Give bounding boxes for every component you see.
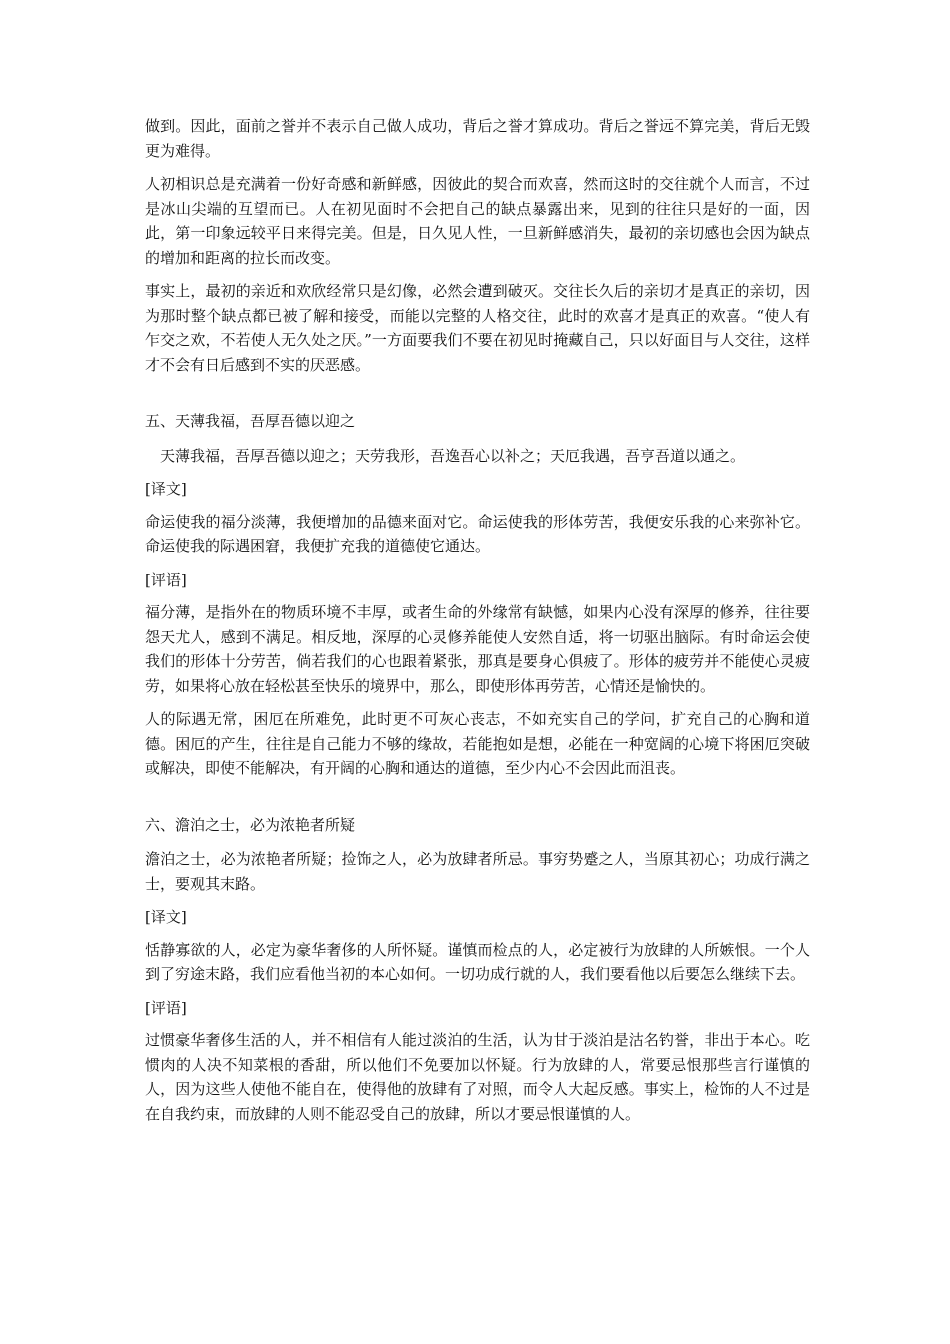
section-heading: 六、澹泊之士，必为浓艳者所疑 <box>145 815 356 834</box>
comment-text: 福分薄，是指外在的物质环境不丰厚，或者生命的外缘常有缺憾，如果内心没有深厚的修养，往往要怨天尤人，感到不满足。相反地，深厚的心灵修养能使人安然自适，将一切驱出脑际。有时命运会使我们的形体十分劳苦，倘若我们的心也跟着紧张，那真是要身心俱疲了。形体的疲劳并不能使心灵疲劳，如果将心放在轻松甚至快乐的境界中，那么，即使形体再劳苦，心情还是愉快的。 <box>145 603 810 695</box>
translation-text: 命运使我的福分淡薄，我便增加的品德来面对它。命运使我的形体劳苦，我便安乐我的心来弥补它。命运使我的际遇困窘，我便扩充我的道德使它通达。 <box>145 512 810 555</box>
translation-label: [译文] <box>145 480 187 498</box>
original-text: 澹泊之士，必为浓艳者所疑；捡饰之人，必为放肆者所忌。事穷势蹙之人，当原其初心；功成行满之士，要观其末路。 <box>145 850 810 893</box>
section-heading: 五、天薄我福，吾厚吾德以迎之 <box>145 412 356 430</box>
comment-label: [评语] <box>145 998 187 1017</box>
comment-text: 人的际遇无常，困厄在所难免，此时更不可灰心丧志，不如充实自己的学问，扩充自己的心胸和道德。困厄的产生，往往是自己能力不够的缘故，若能抱如是想，必能在一种宽阔的心境下将困厄突破或解决，即使不能解决，有开阔的心胸和通达的道德，至少内心不会因此而沮丧。 <box>145 710 810 777</box>
document-page <box>145 114 810 1135</box>
paragraph: 事实上，最初的亲近和欢欣经常只是幻像，必然会遭到破灭。交往长久后的亲切才是真正的亲切，因为那时整个缺点都已被了解和接受，而能以完整的人格交往，此时的欢喜才是真正的欢喜。“使人有乍交之欢，不若使人无久处之厌。”一方面要我们不要在初见时掩藏自己，只以好面目与人交往，这样才不会有日后感到不实的厌恶感。 <box>145 282 810 374</box>
comment-label: [评语] <box>145 570 187 589</box>
original-text: 天薄我福，吾厚吾德以迎之；天劳我形，吾逸吾心以补之；天厄我遇，吾亨吾道以通之。 <box>160 446 746 465</box>
translation-text: 恬静寡欲的人，必定为豪华奢侈的人所怀疑。谨慎而检点的人，必定被行为放肆的人所嫉恨。一个人到了穷途末路，我们应看他当初的本心如何。一切功成行就的人，我们要看他以后要怎么继续下去。 <box>145 940 810 983</box>
paragraph: 人初相识总是充满着一份好奇感和新鲜感，因彼此的契合而欢喜，然而这时的交往就个人而言，不过是冰山尖端的互望而已。人在初见面时不会把自己的缺点暴露出来，见到的往往只是好的一面，因此，第一印象远较平日来得完美。但是，日久见人性，一旦新鲜感消失，最初的亲切感也会因为缺点的增加和距离的拉长而改变。 <box>145 175 810 267</box>
comment-text: 过惯豪华奢侈生活的人，并不相信有人能过淡泊的生活，认为甘于淡泊是沽名钓誉，非出于本心。吃惯肉的人决不知菜根的香甜，所以他们不免要加以怀疑。行为放肆的人，常要忌恨那些言行谨慎的人，因为这些人使他不能自在，使得他的放肆有了对照，而令人大起反感。事实上，检饰的人不过是在自我约束，而放肆的人则不能忍受自己的放肆，所以才要忌恨谨慎的人。 <box>145 1031 810 1123</box>
paragraph: 做到。因此，面前之誉并不表示自己做人成功，背后之誉才算成功。背后之誉远不算完美，背后无毁更为难得。 <box>145 117 810 160</box>
translation-label: [译文] <box>145 908 187 926</box>
